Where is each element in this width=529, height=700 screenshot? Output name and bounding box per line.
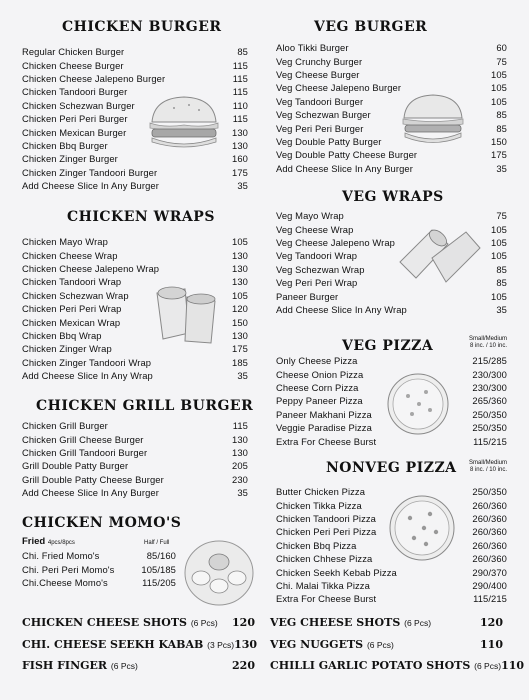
item-price: 85 — [496, 122, 507, 134]
special-price: 120 — [480, 616, 503, 629]
menu-item — [276, 592, 507, 605]
menu-item — [276, 121, 507, 134]
item-name: Chicken Tandoori Wrap — [22, 276, 122, 288]
menu-item — [276, 303, 507, 316]
item-name: Chicken Mexican Wrap — [22, 316, 121, 328]
item-name: Veg Crunchy Burger — [276, 55, 363, 67]
item-price: 150 — [232, 316, 248, 328]
item-price: 130 — [232, 249, 248, 261]
menu-item — [276, 209, 507, 222]
item-name: Butter Chicken Pizza — [276, 486, 366, 498]
menu-item — [276, 579, 507, 592]
item-price: 130 — [232, 329, 248, 341]
item-name: Cheese Onion Pizza — [276, 368, 364, 380]
item-price: 35 — [237, 180, 248, 192]
item-name: Chicken Cheese Jalepeno Burger — [22, 72, 166, 84]
burger-illustration — [144, 92, 224, 152]
menu-item — [276, 222, 507, 235]
menu-item — [22, 58, 248, 71]
item-price: 205 — [232, 460, 248, 472]
item-price: 115 — [232, 113, 248, 125]
special-qty: (6 Pcs) — [404, 618, 432, 628]
menu-item — [276, 381, 507, 394]
item-name: Chicken Peri Peri Wrap — [22, 303, 122, 315]
item-name: Paneer Burger — [276, 290, 339, 302]
item-name: Chicken Zinger Burger — [22, 153, 118, 165]
item-name: Chicken Zinger Tandoori Burger — [22, 166, 158, 178]
item-name: Only Cheese Pizza — [276, 355, 358, 367]
menu-item — [276, 408, 507, 421]
special-name: VEG NUGGETS — [270, 638, 364, 651]
item-price: 105 — [491, 68, 507, 80]
item-price: 130 — [232, 433, 248, 445]
item-price: 110 — [232, 99, 248, 111]
item-name: Chicken Grill Cheese Burger — [22, 433, 144, 445]
item-name: Veg Double Patty Burger — [276, 135, 382, 147]
fried-label: Fried — [22, 536, 46, 547]
chicken-grill-burger-heading: CHICKEN GRILL BURGER — [36, 398, 254, 414]
item-price: 260/360 — [472, 539, 507, 551]
menu-item — [22, 369, 248, 382]
item-price: 105 — [232, 289, 248, 301]
menu-item — [276, 276, 507, 289]
veg-wraps-list — [276, 209, 507, 316]
item-price: 35 — [496, 303, 507, 315]
nonveg-pizza-list — [276, 485, 507, 606]
menu-item — [276, 525, 507, 538]
special-price: 120 — [232, 616, 255, 629]
menu-item — [276, 421, 507, 434]
item-name: Veggie Paradise Pizza — [276, 422, 372, 434]
item-price: 35 — [237, 370, 248, 382]
item-price: 105 — [491, 223, 507, 235]
item-price: 115 — [232, 420, 248, 432]
special-price: 220 — [232, 659, 255, 672]
size-label-1: Small/Medium — [468, 336, 507, 342]
veg-pizza-size-label — [469, 336, 507, 350]
item-price: 230/300 — [472, 368, 507, 380]
special-item — [270, 638, 503, 651]
item-name: Chi. Malai Tikka Pizza — [276, 579, 370, 591]
menu-item — [276, 565, 507, 578]
item-price: 260/360 — [472, 512, 507, 524]
item-name: Chicken Peri Peri Burger — [22, 113, 128, 125]
special-qty: (6 Pcs) — [366, 640, 394, 650]
item-name: Veg Cheese Jalepeno Wrap — [276, 236, 395, 248]
item-price: 115/215 — [473, 435, 507, 447]
nonveg-pizza-size-label — [469, 460, 507, 474]
item-price: 160 — [232, 153, 248, 165]
item-price: 250/350 — [472, 408, 507, 420]
item-price: 185 — [232, 356, 248, 368]
menu-item — [276, 498, 507, 511]
item-name: Chicken Tandoori Burger — [22, 86, 128, 98]
item-price: 85 — [237, 46, 248, 58]
item-price: 35 — [496, 162, 507, 174]
chicken-burger-heading: CHICKEN BURGER — [62, 19, 222, 35]
menu-item — [22, 45, 248, 58]
item-name: Chicken Zinger Tandoori Wrap — [22, 356, 152, 368]
menu-item — [276, 135, 507, 148]
menu-item — [276, 148, 507, 161]
special-qty: (6 Pcs) — [190, 618, 218, 628]
item-name: Add Cheese Slice In Any Burger — [22, 487, 159, 499]
item-name: Chi. Fried Momo's — [22, 550, 100, 562]
menu-item — [22, 446, 248, 459]
item-name: Veg Mayo Wrap — [276, 210, 344, 222]
nonveg-pizza-heading: NONVEG PIZZA — [326, 460, 457, 476]
menu-item — [22, 473, 248, 486]
item-price: 115/205 — [142, 576, 176, 588]
special-name: VEG CHEESE SHOTS — [270, 616, 401, 629]
item-price: 115 — [232, 72, 248, 84]
item-price: 130 — [232, 139, 248, 151]
pcs-label: 4pcs/8pcs — [47, 540, 75, 546]
menu-item — [276, 162, 507, 175]
special-item — [270, 616, 503, 629]
item-name: Chicken Grill Tandoori Burger — [22, 446, 148, 458]
size-label-2: 8 inc. / 10 inc. — [469, 467, 507, 473]
menu-item — [276, 289, 507, 302]
item-name: Chicken Tikka Pizza — [276, 499, 362, 511]
menu-item — [22, 248, 248, 261]
item-price: 75 — [496, 55, 507, 67]
item-price: 60 — [496, 42, 507, 54]
item-price: 260/360 — [472, 499, 507, 511]
item-name: Veg Peri Peri Burger — [276, 122, 364, 134]
item-name: Veg Cheese Jalepeno Burger — [276, 82, 402, 94]
item-price: 35 — [237, 487, 248, 499]
item-name: Peppy Paneer Pizza — [276, 395, 363, 407]
chicken-momos-list — [22, 549, 176, 589]
item-name: Chicken Bbq Pizza — [276, 539, 357, 551]
menu-item — [276, 263, 507, 276]
item-name: Chicken Tandoori Pizza — [276, 512, 376, 524]
menu-item — [276, 41, 507, 54]
menu-item — [276, 108, 507, 121]
special-item — [22, 638, 258, 651]
menu-item — [276, 512, 507, 525]
menu-item — [22, 166, 248, 179]
special-price: 110 — [501, 659, 525, 672]
item-price: 75 — [496, 210, 507, 222]
item-name: Chicken Grill Burger — [22, 420, 108, 432]
veg-pizza-heading: VEG PIZZA — [342, 338, 434, 354]
item-price: 260/360 — [472, 553, 507, 565]
item-price: 250/350 — [472, 422, 507, 434]
item-price: 250/350 — [472, 486, 507, 498]
item-price: 115 — [232, 86, 248, 98]
item-name: Grill Double Patty Burger — [22, 460, 129, 472]
item-name: Veg Cheese Wrap — [276, 223, 354, 235]
item-price: 175 — [232, 166, 248, 178]
special-name: FISH FINGER — [22, 659, 108, 672]
special-price: 110 — [480, 638, 503, 651]
item-price: 105 — [491, 290, 507, 302]
item-name: Chicken Bbq Wrap — [22, 329, 102, 341]
menu-item — [276, 394, 507, 407]
menu-item — [22, 549, 176, 562]
item-name: Chicken Schezwan Wrap — [22, 289, 129, 301]
item-price: 85 — [496, 277, 507, 289]
size-label-1: Small/Medium — [468, 460, 507, 466]
item-name: Veg Schezwan Wrap — [276, 263, 365, 275]
item-name: Chicken Mayo Wrap — [22, 236, 108, 248]
item-name: Chicken Mexican Burger — [22, 126, 127, 138]
menu-item — [22, 235, 248, 248]
menu-item — [22, 72, 248, 85]
item-price: 175 — [232, 343, 248, 355]
item-name: Add Cheese Slice In Any Burger — [276, 162, 413, 174]
item-price: 260/360 — [472, 526, 507, 538]
item-price: 265/360 — [472, 395, 507, 407]
menu-item — [22, 459, 248, 472]
item-name: Veg Peri Peri Wrap — [276, 277, 358, 289]
item-price: 120 — [232, 303, 248, 315]
item-price: 175 — [491, 149, 507, 161]
item-name: Add Cheese Slice In Any Wrap — [276, 303, 407, 315]
item-name: Grill Double Patty Cheese Burger — [22, 473, 164, 485]
menu-item — [22, 262, 248, 275]
item-name: Veg Tandoori Burger — [276, 95, 364, 107]
menu-item — [22, 179, 248, 192]
menu-item — [276, 81, 507, 94]
menu-item — [276, 236, 507, 249]
item-price: 105 — [491, 250, 507, 262]
menu-item — [22, 576, 176, 589]
item-name: Chicken Peri Peri Pizza — [276, 526, 377, 538]
menu-item — [276, 552, 507, 565]
menu-item — [22, 432, 248, 445]
item-price: 215/285 — [472, 355, 507, 367]
veg-pizza-list — [276, 354, 507, 448]
item-price: 105 — [491, 236, 507, 248]
item-name: Chicken Schezwan Burger — [22, 99, 135, 111]
menu-item — [22, 152, 248, 165]
special-qty: (3 Pcs) — [207, 640, 235, 650]
item-price: 105/185 — [141, 563, 176, 575]
menu-item — [276, 95, 507, 108]
chicken-grill-burger-list — [22, 419, 248, 499]
item-name: Chicken Cheese Wrap — [22, 249, 118, 261]
item-name: Veg Cheese Burger — [276, 68, 360, 80]
item-price: 230 — [232, 473, 248, 485]
menu-item — [22, 419, 248, 432]
size-label-2: 8 inc. / 10 inc. — [469, 343, 507, 349]
menu-item — [276, 434, 507, 447]
item-name: Chicken Cheese Burger — [22, 59, 124, 71]
item-name: Veg Schezwan Burger — [276, 109, 371, 121]
item-name: Regular Chicken Burger — [22, 46, 125, 58]
item-name: Cheese Corn Pizza — [276, 381, 359, 393]
momo-fried-label — [22, 536, 75, 547]
menu-item — [276, 367, 507, 380]
item-price: 290/370 — [472, 566, 507, 578]
item-name: Add Cheese Slice In Any Wrap — [22, 370, 153, 382]
item-price: 85 — [496, 109, 507, 121]
item-price: 105 — [491, 95, 507, 107]
item-price: 290/400 — [472, 579, 507, 591]
veg-burger-heading: VEG BURGER — [314, 19, 428, 35]
item-price: 130 — [232, 126, 248, 138]
item-name: Chicken Cheese Jalepeno Wrap — [22, 262, 160, 274]
special-name: CHICKEN CHEESE SHOTS — [22, 616, 187, 629]
item-price: 85 — [496, 263, 507, 275]
item-name: Extra For Cheese Burst — [276, 435, 377, 447]
item-price: 115/215 — [473, 593, 507, 605]
item-price: 105 — [491, 82, 507, 94]
special-item — [270, 659, 525, 672]
item-name: Veg Double Patty Cheese Burger — [276, 149, 418, 161]
chicken-wraps-heading: CHICKEN WRAPS — [67, 209, 215, 225]
item-name: Chicken Seekh Kebab Pizza — [276, 566, 397, 578]
special-item — [22, 616, 255, 629]
item-name: Chi. Peri Peri Momo's — [22, 563, 115, 575]
special-price: 130 — [234, 638, 258, 651]
wrap-illustration — [145, 283, 225, 349]
menu-item — [276, 54, 507, 67]
special-item — [22, 659, 255, 672]
item-price: 115 — [232, 59, 248, 71]
item-name: Veg Tandoori Wrap — [276, 250, 358, 262]
item-name: Extra For Cheese Burst — [276, 593, 377, 605]
menu-item — [276, 485, 507, 498]
item-price: 105 — [232, 236, 248, 248]
item-price: 130 — [232, 262, 248, 274]
menu-item — [22, 486, 248, 499]
chicken-momos-heading: CHICKEN MOMO'S — [22, 515, 182, 531]
special-name: CHILLI GARLIC POTATO SHOTS — [270, 659, 471, 672]
menu-item — [276, 249, 507, 262]
item-price: 130 — [232, 446, 248, 458]
item-name: Chicken Zinger Wrap — [22, 343, 112, 355]
menu-item — [276, 354, 507, 367]
special-qty: (6 Pcs) — [474, 661, 502, 671]
veg-wraps-heading: VEG WRAPS — [342, 189, 444, 205]
item-name: Chicken Bbq Burger — [22, 139, 108, 151]
item-name: Add Cheese Slice In Any Burger — [22, 180, 159, 192]
menu-item — [276, 539, 507, 552]
momo-size-label: Half / Full — [144, 540, 170, 546]
item-price: 150 — [491, 135, 507, 147]
menu-item — [276, 68, 507, 81]
special-name: CHI. CHEESE SEEKH KABAB — [22, 638, 204, 651]
special-qty: (6 Pcs) — [110, 661, 138, 671]
item-name: Paneer Makhani Pizza — [276, 408, 372, 420]
menu-item — [22, 356, 248, 369]
item-price: 230/300 — [472, 381, 507, 393]
item-price: 130 — [232, 276, 248, 288]
veg-burger-list — [276, 41, 507, 175]
item-name: Chicken Chhese Pizza — [276, 553, 373, 565]
item-name: Aloo Tikki Burger — [276, 42, 349, 54]
item-price: 85/160 — [146, 550, 176, 562]
menu-item — [22, 562, 176, 575]
item-name: Chi.Cheese Momo's — [22, 576, 108, 588]
momos-illustration — [183, 538, 255, 608]
